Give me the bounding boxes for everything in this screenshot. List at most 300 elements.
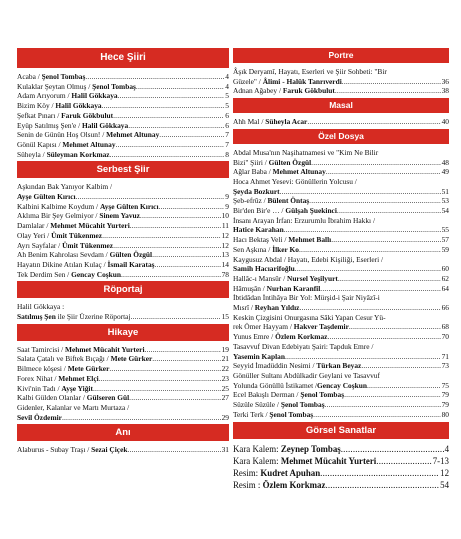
dot-leader <box>129 393 220 403</box>
entry-author: Hakver Taşdemir <box>293 322 349 332</box>
toc-entry[interactable] <box>17 364 229 374</box>
toc-entry[interactable] <box>233 455 449 467</box>
dot-leader <box>299 303 440 313</box>
toc-entry[interactable] <box>17 345 229 355</box>
toc-entry-text <box>233 443 341 455</box>
dot-leader <box>338 274 441 284</box>
dot-leader <box>155 260 221 270</box>
toc-entry[interactable] <box>233 332 449 342</box>
entry-author: Mehmet Mücahit Yurteri <box>280 455 377 466</box>
section-entries <box>233 148 449 420</box>
entry-title: Kivi'nin Tadı / <box>17 383 62 393</box>
toc-entry-text <box>233 274 338 284</box>
toc-entry-text <box>17 260 155 270</box>
entry-author: Gencay Coşkun <box>71 269 121 279</box>
entry-title: rek Ömer Hayyam / <box>233 322 294 332</box>
page-number: 4 <box>225 72 229 81</box>
page-number: 60 <box>441 264 449 274</box>
page-number: 38 <box>441 86 449 96</box>
entry-author: Ümit Tükenmez <box>51 230 103 240</box>
toc-entry[interactable] <box>17 140 229 150</box>
toc-entry-title-line: İnsanı Arayan İrfan: Erzurumlu İbrahim Hakkı / <box>233 215 376 225</box>
dot-leader <box>361 361 440 371</box>
dot-leader <box>116 140 225 150</box>
toc-entry-text <box>17 231 102 241</box>
entry-title: Bizim Köy / <box>17 101 56 111</box>
toc-entry-text <box>17 211 140 221</box>
toc-entry-title-line: Hoca Ahmet Yesevi: Gönüllerin Yolcusu / <box>233 176 357 186</box>
page-number: 15 <box>221 312 229 322</box>
toc-entry[interactable] <box>233 322 449 332</box>
dot-leader <box>320 284 440 294</box>
page-number: 70 <box>441 332 449 342</box>
toc-entry-text <box>233 196 309 206</box>
toc-entry[interactable] <box>17 354 229 364</box>
entry-title: Kara Kalem: <box>233 455 281 466</box>
dot-leader <box>327 332 440 342</box>
page-number: 7 <box>225 139 229 149</box>
page-number: 54 <box>440 479 449 490</box>
page-number: 55 <box>441 225 449 235</box>
section-header: Özel Dosya <box>233 129 449 144</box>
section-entries <box>17 345 229 423</box>
dot-leader <box>280 187 441 197</box>
toc-entry-text <box>17 250 152 260</box>
page-number: 78 <box>221 269 229 279</box>
entry-title: Ahh Mal / <box>233 117 266 127</box>
dot-leader <box>102 231 221 241</box>
page-number: 11 <box>221 221 229 231</box>
entry-author: Faruk Gökbulut <box>282 86 335 96</box>
entry-title: Süzüle Süzüle / <box>233 400 281 410</box>
toc-entry-text <box>17 384 93 394</box>
toc-entry-text <box>17 192 76 202</box>
dot-leader <box>76 192 225 202</box>
entry-author: Mehmet Altunay <box>106 130 160 140</box>
entry-author: Hatice Karahan <box>233 225 284 235</box>
entry-author: Süheyla Acar <box>265 117 308 127</box>
toc-entry[interactable] <box>233 158 449 168</box>
page-number: 8 <box>225 149 229 159</box>
toc-entry-text <box>17 121 128 131</box>
entry-author: İsmail Karataş <box>107 259 155 269</box>
entry-author: Halil Gökkaya <box>81 120 129 130</box>
toc-entry[interactable] <box>17 312 229 322</box>
dot-leader <box>309 196 440 206</box>
entry-author: Satılmış Şen <box>17 312 56 322</box>
toc-entry[interactable] <box>233 467 449 479</box>
toc-entry-text <box>233 284 320 294</box>
dot-leader <box>131 312 221 322</box>
toc-entry[interactable] <box>233 479 449 491</box>
section-header: Serbest Şiir <box>17 161 229 178</box>
entry-author: Şenol Tombaş <box>300 390 345 400</box>
entry-author: Mehmet Mücahit Yurteri <box>50 221 130 231</box>
page-number: 4 <box>444 443 449 454</box>
entry-author: Özlem Korkmaz <box>262 479 326 490</box>
toc-entry[interactable] <box>233 225 449 235</box>
toc-entry-title-line: Keskin Çizgisini Onurgasına Sâki Yapan Cesur Yü- <box>233 312 386 322</box>
dot-leader <box>113 241 221 251</box>
entry-title: Mısrî / <box>233 303 255 313</box>
dot-leader <box>342 77 441 87</box>
page-number: 79 <box>441 400 449 410</box>
toc-entry-text <box>233 332 327 342</box>
entry-author: Gülseren Gül <box>86 393 130 403</box>
toc-entry[interactable] <box>17 72 229 82</box>
page-number: 66 <box>441 303 449 313</box>
toc-entry[interactable] <box>17 192 229 202</box>
page-number: 36 <box>441 76 449 86</box>
entry-title: Sen Aşkına / <box>233 244 273 254</box>
toc-entry[interactable] <box>233 167 449 177</box>
toc-entry-text <box>17 82 136 92</box>
entry-title: Ah Benim Kahrolası Sevdam / <box>17 250 110 260</box>
entry-title: Gönül Kapısı / <box>17 139 63 149</box>
section-header: Hece Şiiri <box>17 48 229 68</box>
entry-author: Ayşe Gülten Kırıcı <box>17 192 76 202</box>
toc-entry-text <box>233 467 320 479</box>
toc-entry-title-line: Kaygusuz Abdal / Hayatı, Edebi Kişiliği, Eserleri / <box>233 254 384 264</box>
page-number: 12 <box>440 467 449 478</box>
entry-author: Şenol Tombaş <box>41 72 86 81</box>
page-number: 80 <box>441 409 449 419</box>
toc-entry-text <box>17 354 152 364</box>
entry-author: Âlimi - Halûk Tanrıverdi <box>262 76 342 86</box>
section-header: Röportaj <box>17 281 229 298</box>
toc-entry-text <box>233 225 284 235</box>
dot-leader <box>113 111 224 121</box>
entry-author: Şenol Tombaş <box>269 409 314 419</box>
toc-entry-text <box>17 202 159 212</box>
entry-title: Yunus Emre / <box>233 332 276 342</box>
page-number: 64 <box>441 283 449 293</box>
toc-entry[interactable] <box>17 231 229 241</box>
entry-title: Bizi" Şiiri / <box>233 157 269 167</box>
entry-title: Saat Tamircisi / <box>17 344 65 354</box>
entry-title: Resim : <box>233 479 263 490</box>
dot-leader <box>109 364 220 374</box>
dot-leader <box>62 413 221 423</box>
dot-leader <box>152 354 220 364</box>
toc-entry[interactable] <box>233 410 449 420</box>
section-header: Portre <box>233 48 449 63</box>
toc-entry[interactable] <box>17 211 229 221</box>
toc-entry[interactable] <box>233 206 449 216</box>
toc-entry[interactable] <box>17 445 229 455</box>
toc-entry[interactable] <box>233 264 449 274</box>
entry-title: Hallâc-ı Mansûr / <box>233 273 287 283</box>
page-number: 23 <box>221 373 229 383</box>
toc-entry-title-line: Tasavvuf Divan Edebiyatı Şairi: Tapduk Emre / <box>233 341 374 351</box>
toc-entry-text <box>233 158 311 168</box>
entry-author: Sinem Yavuz <box>99 211 140 221</box>
page-number: 9 <box>225 192 229 202</box>
page-number: 73 <box>441 361 449 371</box>
toc-entry[interactable] <box>17 121 229 131</box>
entry-title: Hacı Bektaş Veli / <box>233 235 289 245</box>
entry-title: Resim: <box>233 467 261 478</box>
entry-author: Türkan Beyaz <box>316 361 362 371</box>
toc-entry-text <box>17 413 62 423</box>
section-entries <box>17 182 229 279</box>
dot-leader <box>145 345 221 355</box>
dot-leader <box>118 91 225 101</box>
entry-author: Özlem Korkmaz <box>275 332 328 342</box>
toc-entry[interactable] <box>233 235 449 245</box>
entry-title: Kara Kalem: <box>233 443 281 454</box>
entry-title: Adnan Ağabey / <box>233 86 283 96</box>
section-entries <box>17 445 229 455</box>
toc-entry[interactable] <box>233 187 449 197</box>
toc-entry[interactable] <box>233 361 449 371</box>
toc-entry-text <box>233 77 342 87</box>
entry-title: Terki Terk / <box>233 409 270 419</box>
toc-entry-text <box>233 187 280 197</box>
entry-author: Nurhan Karanfil <box>266 283 321 293</box>
toc-entry-text <box>17 312 131 322</box>
toc-entry[interactable] <box>233 196 449 206</box>
entry-author: Sevil Özdemir <box>17 412 62 422</box>
toc-entry[interactable] <box>17 384 229 394</box>
page-number: 25 <box>221 383 229 393</box>
page-number: 40 <box>441 117 449 127</box>
dot-leader <box>331 235 440 245</box>
toc-entry-text <box>233 322 349 332</box>
dot-leader <box>102 101 225 111</box>
entry-title: Güzele" / <box>233 76 263 86</box>
entry-author: Gülten Özgül <box>268 157 312 167</box>
dot-leader <box>335 86 441 96</box>
entry-title: Ecel Bakışlı Derman / <box>233 390 301 400</box>
page-number: 10 <box>221 211 229 221</box>
page-number: 71 <box>441 351 449 361</box>
section-entries <box>233 67 449 96</box>
toc-entry[interactable] <box>17 260 229 270</box>
toc-entry[interactable] <box>17 202 229 212</box>
entry-author: Gencay Coşkun <box>317 380 367 390</box>
toc-entry-text <box>17 130 159 140</box>
entry-title: Kalbi Gülden Olanlar / <box>17 393 87 403</box>
page-number: 22 <box>221 364 229 374</box>
toc-entry-text <box>233 479 325 491</box>
entry-title: Bir'den Bir'e … / <box>233 206 286 216</box>
entry-author: Mehmet Ballı <box>288 235 332 245</box>
page-number: 9 <box>225 201 229 211</box>
dot-leader <box>136 82 224 92</box>
toc-entry-title-line: Abdal Musa'nın Naşihatnamesi ve "Kim Ne Bilir <box>233 147 379 157</box>
toc-entry[interactable] <box>233 117 449 127</box>
entry-author: Halil Gökkaya <box>71 91 118 101</box>
dot-leader <box>127 445 220 455</box>
toc-entry[interactable] <box>17 393 229 403</box>
toc-entry[interactable] <box>17 101 229 111</box>
dot-leader <box>325 400 441 410</box>
toc-entry-title-line: Gidenler, Kalanlar ve Martı Murtaza / <box>17 402 130 412</box>
section-entries <box>17 72 229 159</box>
dot-leader <box>99 374 221 384</box>
toc-entry-title-line: Gönüller Sultanı Abdülkadir Geylani ve Tasavvuf <box>233 370 380 380</box>
toc-entry-text <box>17 345 145 355</box>
section-header: Görsel Sanatlar <box>233 422 449 439</box>
page-number: 6 <box>225 120 229 130</box>
toc-entry-text <box>233 303 299 313</box>
toc-entry-text <box>17 445 127 455</box>
entry-author: Reyhan Yıldız <box>254 303 300 313</box>
toc-entry[interactable] <box>17 82 229 92</box>
entry-author: Halil Gökkaya <box>55 101 102 111</box>
dot-leader <box>285 352 441 362</box>
toc-entry[interactable] <box>17 150 229 160</box>
entry-author: İlker Ko <box>272 244 299 254</box>
page-number: 19 <box>221 344 229 354</box>
dot-leader <box>284 225 441 235</box>
toc-entry[interactable] <box>17 130 229 140</box>
toc-entry[interactable] <box>233 390 449 400</box>
dot-leader <box>311 158 440 168</box>
toc-entry-text <box>17 221 130 231</box>
toc-entry-text <box>233 86 335 96</box>
entry-title: Senin de Günün Hoş Olsun! / <box>17 130 107 140</box>
entry-title: Şefkat Pınarı / <box>17 110 62 120</box>
page-number: 21 <box>221 354 229 364</box>
toc-entry-text <box>233 167 326 177</box>
page-number: 29 <box>221 412 229 422</box>
entry-author: Kudret Apuhan <box>260 467 321 478</box>
entry-title: Ağlar Baba / <box>233 167 273 177</box>
entry-author: Gülten Özgül <box>109 250 153 260</box>
entry-author: Gülşah Şuekinci <box>285 206 337 216</box>
toc-entry-text <box>233 400 325 410</box>
page-number: 57 <box>441 235 449 245</box>
toc-entry[interactable] <box>233 274 449 284</box>
dot-leader <box>295 264 441 274</box>
page-number: 49 <box>441 167 449 177</box>
dot-leader <box>326 167 441 177</box>
page-number: 79 <box>441 390 449 400</box>
toc-entry[interactable] <box>233 245 449 255</box>
entry-title: Salata Çatalı ve Biftek Bıçağı / <box>17 354 111 364</box>
page-number: 13 <box>221 250 229 260</box>
entry-title: Forex Nihat / <box>17 373 59 383</box>
toc-entry[interactable] <box>17 111 229 121</box>
page-number: 62 <box>441 273 449 283</box>
entry-author: Zeynep Tombaş <box>280 443 341 454</box>
toc-entry-text <box>17 364 109 374</box>
page-number: 51 <box>441 186 449 196</box>
toc-entry-text <box>233 455 376 467</box>
toc-entry[interactable] <box>17 413 229 423</box>
dot-leader <box>93 384 221 394</box>
toc-entry[interactable] <box>233 77 449 87</box>
dot-leader <box>159 130 224 140</box>
toc-entry-text <box>233 352 285 362</box>
section-header: Masal <box>233 98 449 113</box>
page-number: 5 <box>225 91 229 101</box>
dot-leader <box>349 322 441 332</box>
toc-entry[interactable] <box>233 284 449 294</box>
toc-entry-text <box>233 410 313 420</box>
entry-title: Tek Derdim Sen / <box>17 269 72 279</box>
entry-title: Kalbini Kalbime Koydum / <box>17 201 100 211</box>
dot-leader <box>140 211 221 221</box>
entry-title: Bilmece köşesi / <box>17 364 68 374</box>
page-number: 53 <box>441 196 449 206</box>
toc-entry[interactable] <box>233 443 449 455</box>
entry-author: Şeyda Bozkurt <box>233 186 280 196</box>
dot-leader <box>152 250 221 260</box>
page-number: 7 <box>225 130 229 140</box>
toc-entry[interactable] <box>233 381 449 391</box>
toc-entry[interactable] <box>233 400 449 410</box>
entry-title: Damlalar / <box>17 221 51 231</box>
dot-leader <box>128 121 224 131</box>
page-number: 27 <box>221 393 229 403</box>
page-number: 31 <box>221 445 229 455</box>
toc-entry[interactable] <box>233 352 449 362</box>
entry-author: Sezai Çiçek <box>91 445 128 455</box>
toc-entry-text <box>17 393 129 403</box>
toc-entry[interactable] <box>233 86 449 96</box>
entry-author: Şenol Tombaş <box>280 400 325 410</box>
toc-entry-text <box>233 361 361 371</box>
toc-entry-text <box>17 140 116 150</box>
page-number: 12 <box>221 240 229 250</box>
toc-entry[interactable] <box>17 221 229 231</box>
page-number: 4 <box>225 81 229 91</box>
dot-leader <box>344 390 441 400</box>
toc-entry-text <box>17 91 118 101</box>
toc-entry-text <box>233 390 344 400</box>
page-number: 12 <box>221 230 229 240</box>
dot-leader <box>325 479 439 491</box>
entry-author: Mete Gürker <box>110 354 153 364</box>
dot-leader <box>367 381 441 391</box>
toc-entry[interactable] <box>17 91 229 101</box>
toc-entry-text <box>17 150 110 160</box>
entry-author: Faruk Gökbulut <box>61 110 114 120</box>
entry-author: Süleyman Korkmaz <box>46 149 110 159</box>
toc-entry-text <box>17 101 102 111</box>
entry-author: Mehmet Altunay <box>272 167 326 177</box>
toc-entry-title-line: Âşık Deryamî, Hayatı, Eserleri ve Şiir Sohbeti: "Bir <box>233 67 387 76</box>
section-entries <box>17 302 229 321</box>
entry-author: Samih Hacıarifoğlu <box>233 264 295 274</box>
dot-leader <box>121 270 221 280</box>
entry-title: Hâmuşân / <box>233 283 267 293</box>
toc-entry-text <box>17 241 113 251</box>
toc-entry[interactable] <box>17 374 229 384</box>
entry-title: Adam Arıyorum / <box>17 91 72 101</box>
entry-title: Kulaklar Şeytan Olmuş / <box>17 81 93 91</box>
toc-entry[interactable] <box>233 303 449 313</box>
toc-entry-title-line: İbtidâdan İntihâya Bir Yol: Mürşid-i Şair Niyâzî-i <box>233 293 380 303</box>
toc-entry[interactable] <box>17 270 229 280</box>
toc-entry[interactable] <box>17 241 229 251</box>
page-number: 75 <box>441 380 449 390</box>
toc-entry[interactable] <box>17 250 229 260</box>
entry-title: Hayatın Dikine Atılan Kulaç / <box>17 259 108 269</box>
entry-title: Şeb-efrûz / <box>233 196 268 206</box>
toc-entry-text <box>17 111 113 121</box>
entry-author: Ayşe Yiğit <box>61 383 93 393</box>
page-number: 5 <box>225 101 229 111</box>
page-number: 14 <box>221 259 229 269</box>
section-header: Hikaye <box>17 324 229 341</box>
entry-title: Olay Yeri / <box>17 230 52 240</box>
entry-title: Süheyla / <box>17 149 47 159</box>
dot-leader <box>130 221 221 231</box>
